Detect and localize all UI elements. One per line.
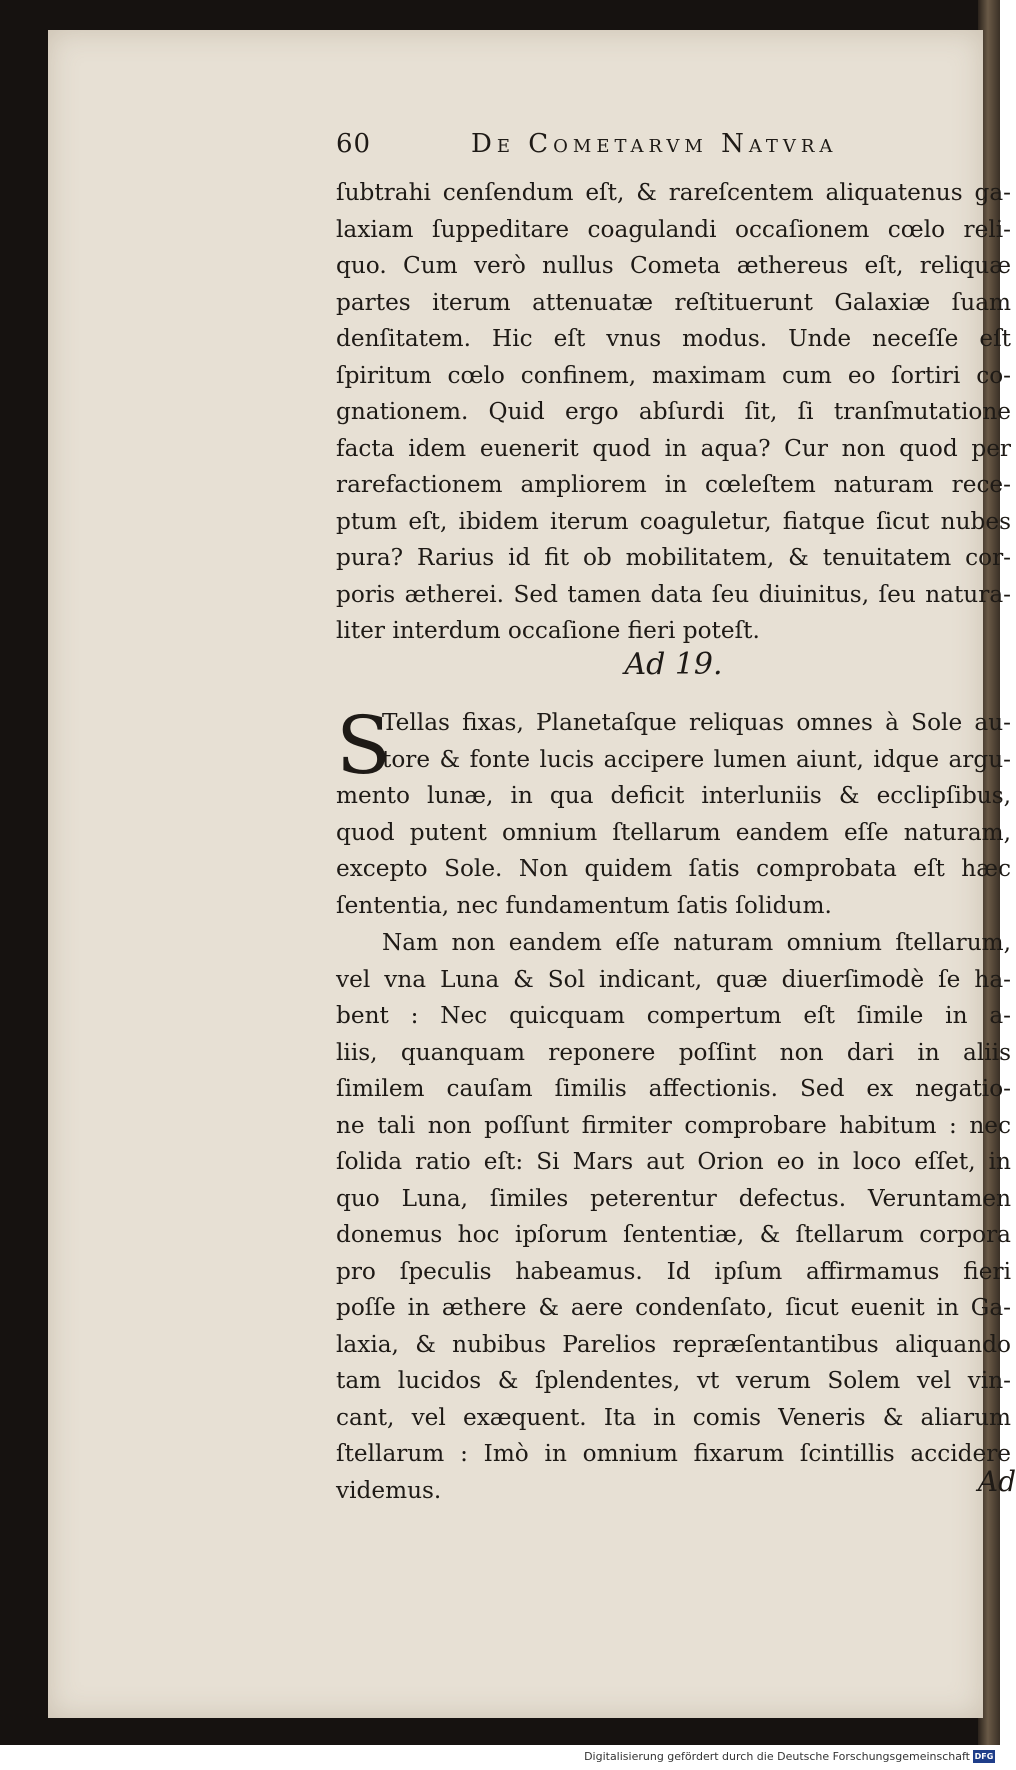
text-line: ſolida ratio eſt: Si Mars aut Orion eo in loco eſſet, in xyxy=(336,1148,1011,1175)
book-page xyxy=(48,30,1016,1718)
paragraph-3 xyxy=(336,925,1011,1509)
text-line: videmus. xyxy=(336,1476,442,1504)
text-line: mento lunæ, in qua deficit interluniis & ecclipſibus, xyxy=(336,782,1011,809)
paragraph-2 xyxy=(336,699,1011,924)
text-line: quo Luna, ſimiles peterentur defectus. Veruntamen xyxy=(336,1184,1011,1212)
text-line: pro ſpeculis habeamus. Id ipſum affirmamus fieri xyxy=(336,1257,1011,1285)
text-line: ne tali non poſſunt firmiter comprobare habitum : nec xyxy=(336,1111,1011,1139)
text-line: facta idem euenerit quod in aqua? Cur non quod per xyxy=(336,434,1011,462)
catchword: Ad xyxy=(977,1465,1016,1498)
text-line: poſſe in æthere & aere condenſato, ſicut euenit in Ga- xyxy=(336,1294,1011,1321)
dfg-logo-icon: DFG xyxy=(974,1752,994,1761)
text-line: excepto Sole. Non quidem ſatis comprobata eſt hæc xyxy=(336,855,1011,882)
paragraph-1 xyxy=(336,175,1011,650)
text-line: laxia, & nubibus Parelios repræſentantibus aliquando xyxy=(336,1330,1011,1358)
footer-bar xyxy=(0,1745,1000,1770)
text-line: donemus hoc ipſorum ſententiæ, & ſtellarum corpora xyxy=(336,1221,1011,1248)
text-line: laxiam ſuppeditare coagulandi occaſionem cœlo reli- xyxy=(336,215,1011,243)
text-line: Nam non eandem eſſe naturam omnium ſtellarum, xyxy=(382,929,1011,956)
drop-cap: S xyxy=(336,699,391,792)
page-header xyxy=(336,125,1011,165)
section-heading: Ad 19. xyxy=(624,647,723,682)
text-line: bent : Nec quicquam compertum eſt ſimile in a- xyxy=(336,1002,1011,1029)
text-line: ſtellarum : Imò in omnium fixarum ſcintillis accidere xyxy=(336,1440,1011,1467)
text-line: rarefactionem ampliorem in cœleſtem naturam rece- xyxy=(336,471,1011,498)
text-line: vel vna Luna & Sol indicant, quæ diuerſimodè ſe ha- xyxy=(336,965,1011,993)
text-line: partes iterum attenuatæ reſtituerunt Galaxiæ ſuam xyxy=(336,288,1011,316)
text-line: ptum eſt, ibidem iterum coaguletur, fiatque ſicut nubes xyxy=(336,507,1011,535)
text-line: Tellas fixas, Planetaſque reliquas omnes à Sole au- xyxy=(382,709,1011,736)
text-line: pura? Rarius id fit ob mobilitatem, & tenuitatem cor- xyxy=(336,544,1011,571)
text-line: tam lucidos & ſplendentes, vt verum Solem vel vin- xyxy=(336,1367,1011,1394)
page-number: 60 xyxy=(336,129,372,159)
text-line: poris ætherei. Sed tamen data ſeu diuinitus, ſeu natura- xyxy=(336,580,1011,608)
text-line: quod putent omnium ſtellarum eandem eſſe naturam, xyxy=(336,818,1011,846)
text-line: denſitatem. Hic eſt vnus modus. Unde neceſſe eſt xyxy=(336,325,1011,352)
running-title: De Cometarvm Natvra xyxy=(471,129,838,159)
text-line: liter interdum occaſione fieri poteſt. xyxy=(336,617,760,644)
text-line: quo. Cum verò nullus Cometa æthereus eſt, reliquæ xyxy=(336,252,1011,279)
text-line: ſententia, nec fundamentum ſatis ſolidum. xyxy=(336,891,832,919)
text-line: liis, quanquam reponere poſſint non dari in aliis xyxy=(336,1038,1011,1066)
text-line: ſpiritum cœlo confinem, maximam cum eo ſortiri co- xyxy=(336,361,1011,389)
text-line: cant, vel exæquent. Ita in comis Veneris & aliarum xyxy=(336,1403,1011,1431)
text-line: gnationem. Quid ergo abſurdi ſit, ſi tranſmutatione xyxy=(336,398,1011,425)
text-line: ſimilem cauſam ſimilis affectionis. Sed ex negatio- xyxy=(336,1075,1011,1102)
text-line: ſubtrahi cenſendum eſt, & rareſcentem aliquatenus ga- xyxy=(336,179,1011,206)
digitization-credit: Digitalisierung gefördert durch die Deutsche Forschungsgemeinschaft xyxy=(584,1750,970,1763)
text-line: tore & fonte lucis accipere lumen aiunt, idque argu- xyxy=(382,745,1011,773)
